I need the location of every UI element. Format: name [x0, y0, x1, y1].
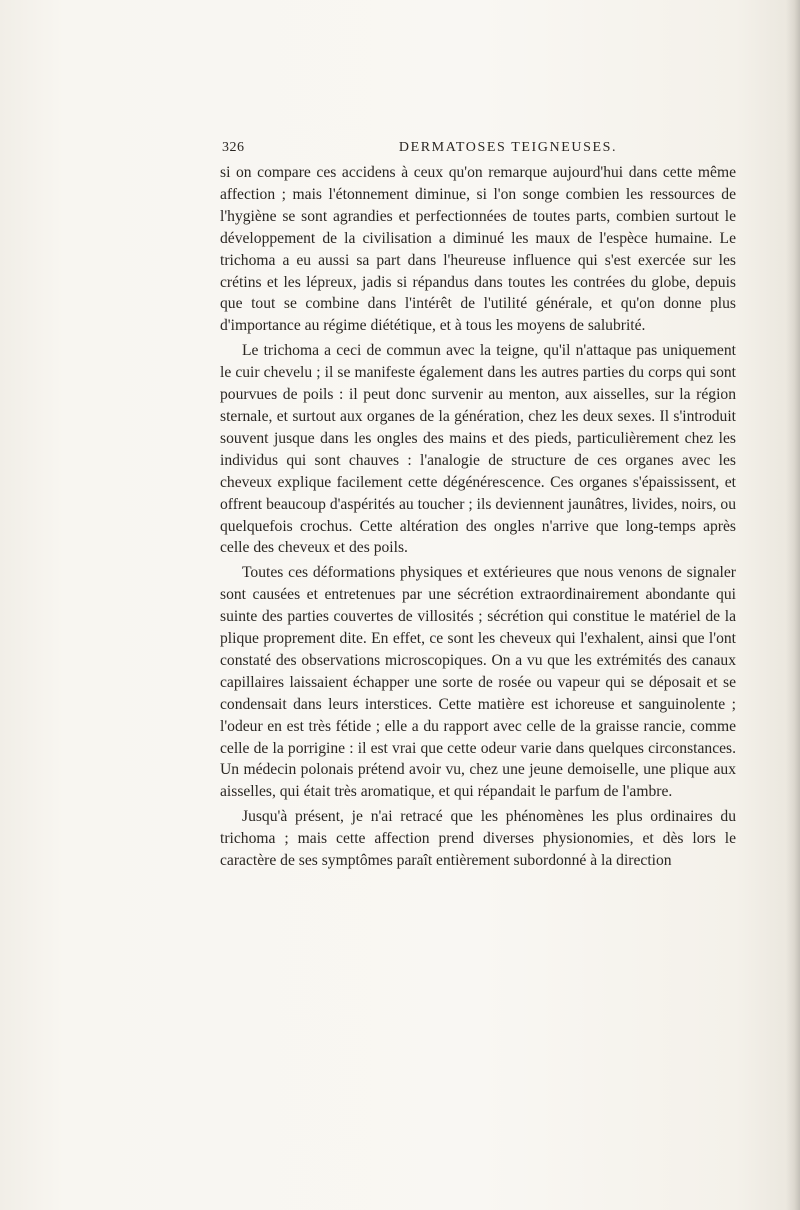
book-page	[220, 140, 736, 872]
paragraph-4: Jusqu'à présent, je n'ai retracé que les phénomènes les plus ordinaires du trichoma ; mais cette affection prend diverses physionomies, et dès lors le caractère de ses symptômes paraît entièrement subordonné à la direction	[220, 808, 736, 870]
paragraph-2: Le trichoma a ceci de commun avec la teigne, qu'il n'attaque pas uniquement le cuir chevelu ; il se manifeste également dans les autres parties du corps qui sont pourvues de poils : il peut donc survenir au menton, aux aisselles, sur la région sternale, et surtout aux organes de la génération, chez les deux sexes. Il s'introduit souvent jusque dans les ongles des mains et des pieds, particulièrement chez les individus qui sont chauves : l'analogie de structure de ces organes avec les cheveux explique facilement cette dégénérescence. Ces organes s'épaississent, et offrent beaucoup d'aspérités au toucher ; ils deviennent jaunâtres, livides, noirs, ou quelquefois crochus. Cette altération des ongles n'arrive que long-temps après celle des cheveux et des poils.	[220, 342, 736, 557]
paragraph-3: Toutes ces déformations physiques et extérieures que nous venons de signaler sont causées et entretenues par une sécrétion extraordinairement abondante qui suinte des parties couvertes de villosités ; sécrétion qui constitue le matériel de la plique proprement dite. En effet, ce sont les cheveux qui l'exhalent, ainsi que l'ont constaté des observations microscopiques. On a vu que les extrémités des canaux capillaires laissaient échapper une sorte de rosée ou vapeur qui se déposait et se condensait dans leurs interstices. Cette matière est ichoreuse et sanguinolente ; l'odeur en est très fétide ; elle a du rapport avec celle de la graisse rancie, comme celle de la porrigine : il est vrai que cette odeur varie dans quelques circonstances. Un médecin polonais prétend avoir vu, chez une jeune demoiselle, une plique aux aisselles, qui était très aromatique, et qui répandait le parfum de l'ambre.	[220, 564, 736, 801]
running-head	[220, 140, 736, 162]
running-title: DERMATOSES TEIGNEUSES.	[398, 140, 618, 155]
paragraph-1: si on compare ces accidens à ceux qu'on remarque aujourd'hui dans cette même affection ; mais l'étonnement diminue, si l'on songe combien les ressources de l'hygiène se sont agrandies et perfectionnées de toutes parts, combien surtout le développement de la civilisation a diminué les maux de l'espèce humaine. Le trichoma a eu aussi sa part dans l'heureuse influence qui s'est exercée sur les crétins et les lépreux, jadis si répandus dans toutes les contrées du globe, depuis que tout se combine dans l'intérêt de l'utilité générale, et qu'on donne plus d'importance au régime diététique, et à tous les moyens de salubrité.	[220, 164, 736, 335]
body-text	[220, 162, 736, 872]
page-number: 326	[222, 140, 245, 155]
page-edge-shadow	[786, 0, 800, 1210]
